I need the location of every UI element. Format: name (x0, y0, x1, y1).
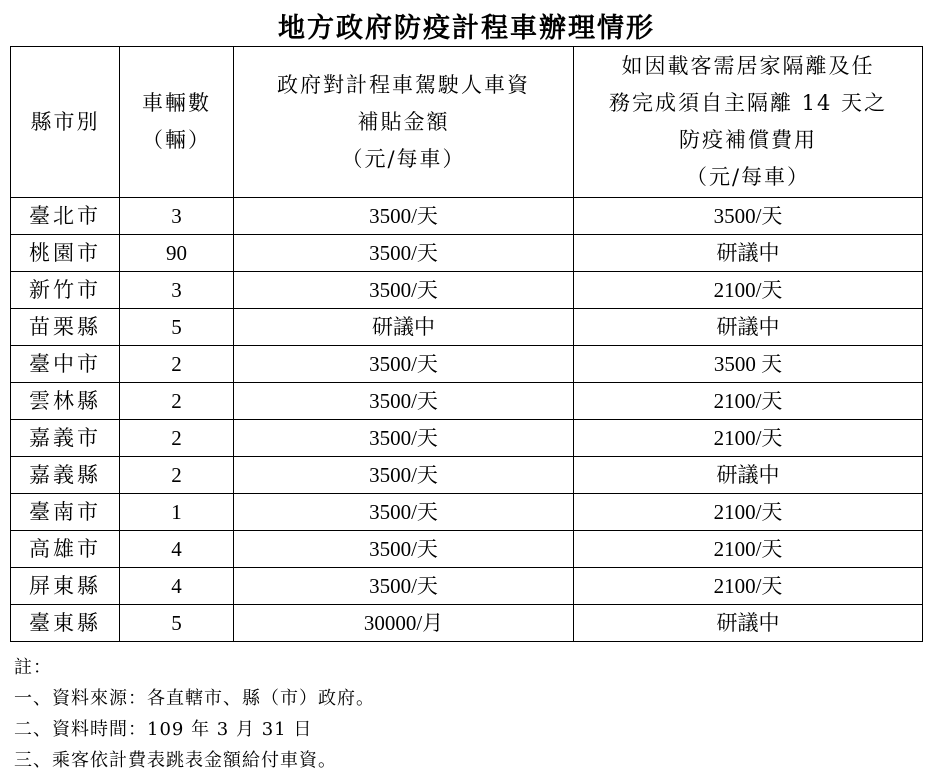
header-county (11, 47, 120, 198)
note-item: 一、資料來源：各直轄市、縣（市）政府。 (14, 688, 375, 709)
document-title: 地方政府防疫計程車辦理情形 (278, 13, 655, 44)
compensation-cell: 2100/天 (574, 494, 923, 531)
table-row (11, 457, 923, 494)
table-row (11, 420, 923, 457)
subsidy-cell: 3500/天 (234, 235, 574, 272)
compensation-cell: 2100/天 (574, 383, 923, 420)
vehicles-cell: 4 (120, 531, 234, 568)
compensation-cell: 研議中 (574, 235, 923, 272)
subsidy-cell: 3500/天 (234, 531, 574, 568)
vehicles-cell: 2 (120, 420, 234, 457)
compensation-cell: 3500/天 (574, 198, 923, 235)
vehicles-cell: 3 (120, 198, 234, 235)
vehicles-cell: 5 (120, 605, 234, 642)
table-row (11, 383, 923, 420)
subsidy-cell: 3500/天 (234, 420, 574, 457)
header-subsidy-label-2: 補貼金額 (357, 109, 450, 134)
subsidy-cell: 3500/天 (234, 494, 574, 531)
header-subsidy-label-1: 政府對計程車駕駛人車資 (277, 72, 530, 97)
county-cell: 臺中市 (11, 346, 120, 383)
notes-heading: 註： (14, 657, 52, 678)
compensation-cell: 2100/天 (574, 531, 923, 568)
table-row (11, 605, 923, 642)
subsidy-cell: 30000/月 (234, 605, 574, 642)
county-cell: 臺南市 (11, 494, 120, 531)
county-cell: 屏東縣 (11, 568, 120, 605)
compensation-cell: 2100/天 (574, 272, 923, 309)
vehicles-cell: 90 (120, 235, 234, 272)
subsidy-cell: 3500/天 (234, 198, 574, 235)
vehicles-cell: 2 (120, 346, 234, 383)
table-row (11, 235, 923, 272)
subsidy-cell: 3500/天 (234, 272, 574, 309)
compensation-cell: 研議中 (574, 605, 923, 642)
header-vehicles (120, 47, 234, 198)
county-cell: 嘉義市 (11, 420, 120, 457)
subsidy-cell: 研議中 (234, 309, 574, 346)
header-comp-label-2: 務完成須自主隔離 14 天之 (608, 91, 888, 115)
header-comp-label-1: 如因載客需居家隔離及任 (621, 54, 875, 78)
county-cell: 高雄市 (11, 531, 120, 568)
table-row (11, 494, 923, 531)
vehicles-cell: 3 (120, 272, 234, 309)
header-subsidy-unit: （元/每車） (341, 146, 466, 171)
compensation-cell: 2100/天 (574, 420, 923, 457)
header-subsidy (234, 47, 574, 198)
compensation-cell: 研議中 (574, 457, 923, 494)
table-row (11, 568, 923, 605)
county-cell: 臺東縣 (11, 605, 120, 642)
note-item: 三、乘客依計費表跳表金額給付車資。 (14, 750, 337, 771)
table-row (11, 531, 923, 568)
compensation-cell: 研議中 (574, 309, 923, 346)
note-item: 二、資料時間：109 年 3 月 31 日 (14, 719, 313, 740)
county-cell: 新竹市 (11, 272, 120, 309)
vehicles-cell: 2 (120, 457, 234, 494)
header-compensation (574, 47, 923, 198)
table-row (11, 346, 923, 383)
subsidy-cell: 3500/天 (234, 383, 574, 420)
taxi-program-table (10, 46, 923, 642)
vehicles-cell: 4 (120, 568, 234, 605)
notes-section (14, 652, 375, 776)
header-comp-unit: （元/每車） (685, 165, 811, 189)
county-cell: 雲林縣 (11, 383, 120, 420)
table-row (11, 198, 923, 235)
subsidy-cell: 3500/天 (234, 568, 574, 605)
header-county-label: 縣市別 (30, 109, 100, 134)
county-cell: 桃園市 (11, 235, 120, 272)
header-vehicles-unit: （輛） (142, 128, 211, 152)
header-comp-label-3: 防疫補償費用 (679, 128, 817, 152)
table-row (11, 272, 923, 309)
table-body (11, 198, 923, 642)
compensation-cell: 3500 天 (574, 346, 923, 383)
subsidy-cell: 3500/天 (234, 346, 574, 383)
table-row (11, 309, 923, 346)
table-header-row (11, 47, 923, 198)
county-cell: 嘉義縣 (11, 457, 120, 494)
vehicles-cell: 5 (120, 309, 234, 346)
compensation-cell: 2100/天 (574, 568, 923, 605)
county-cell: 臺北市 (11, 198, 120, 235)
county-cell: 苗栗縣 (11, 309, 120, 346)
header-vehicles-label: 車輛數 (142, 91, 211, 115)
vehicles-cell: 2 (120, 383, 234, 420)
vehicles-cell: 1 (120, 494, 234, 531)
subsidy-cell: 3500/天 (234, 457, 574, 494)
